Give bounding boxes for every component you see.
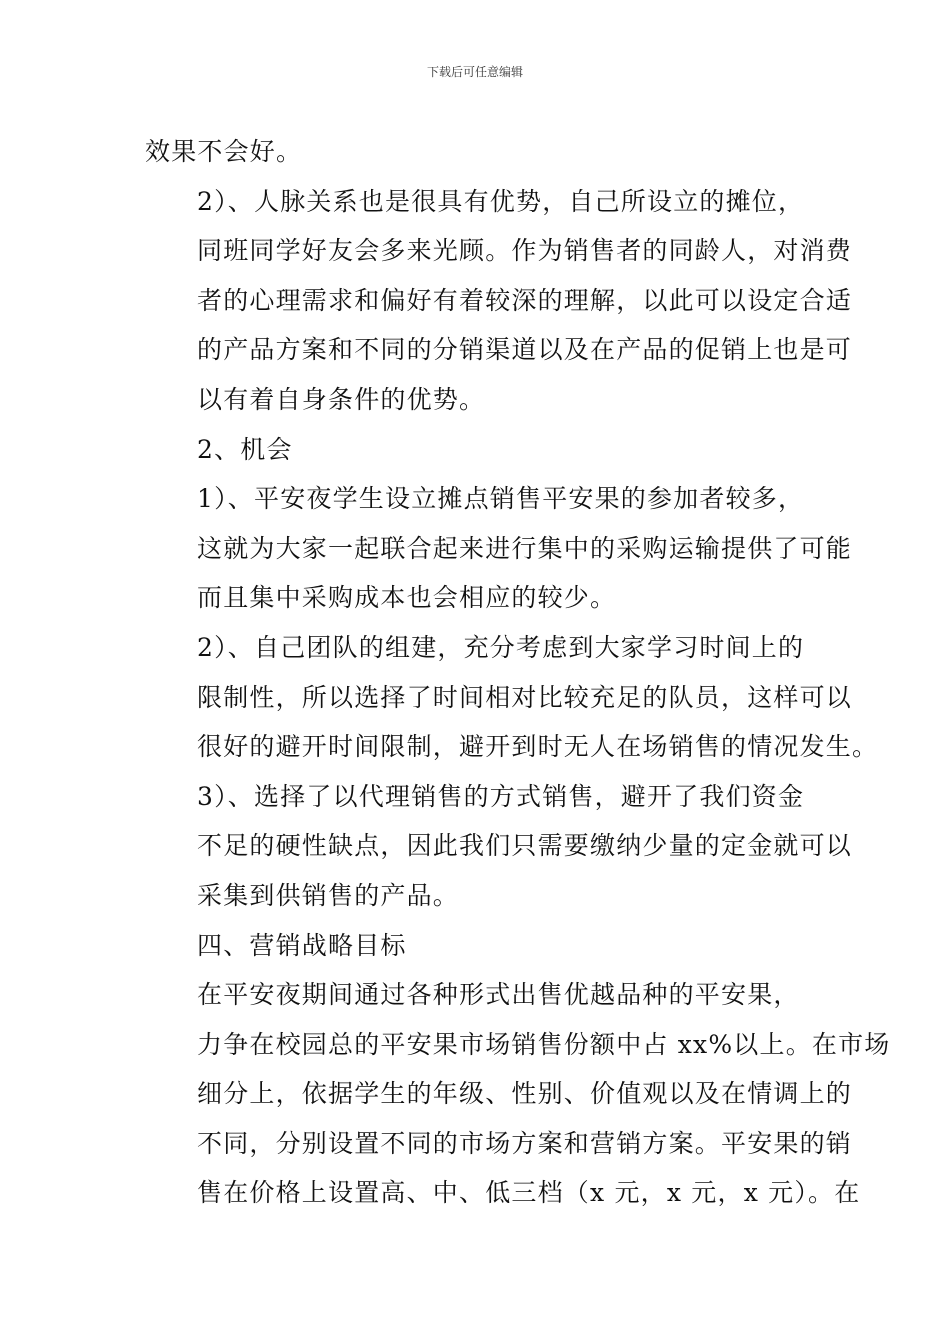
text-line: 力争在校园总的平安果市场销售份额中占 xx%以上。在市场 <box>197 1029 891 1059</box>
paragraph-opportunity-1 <box>145 474 853 623</box>
paragraph-opportunity-2 <box>145 623 879 772</box>
text-line: 细分上，依据学生的年级、性别、价值观以及在情调上的 <box>197 1079 853 1109</box>
text-line: 1）、平安夜学生设立摊点销售平安果的参加者较多， <box>197 484 805 514</box>
paragraph-marketing-goals <box>145 970 891 1218</box>
text-line: 采集到供销售的产品。 <box>197 880 460 910</box>
text-line: 限制性，所以选择了时间相对比较充足的队员，这样可以 <box>197 682 853 712</box>
paragraph-network-advantage <box>145 177 853 425</box>
heading-text: 四、营销战略目标 <box>197 930 407 960</box>
text-line: 效果不会好。 <box>145 137 303 166</box>
document-body <box>145 127 891 1218</box>
header-text: 下载后可任意编辑 <box>426 65 523 79</box>
text-line: 在平安夜期间通过各种形式出售优越品种的平安果， <box>197 980 800 1010</box>
section-heading-marketing-goals <box>145 921 810 971</box>
text-line: 2）、自己团队的组建，充分考虑到大家学习时间上的 <box>197 632 805 662</box>
text-line: 不同，分别设置不同的市场方案和营销方案。平安果的销 <box>197 1128 853 1158</box>
text-line: 这就为大家一起联合起来进行集中的采购运输提供了可能 <box>197 533 853 563</box>
page-header <box>0 64 950 80</box>
text-line: 以有着自身条件的优势。 <box>197 384 486 414</box>
text-line: 很好的避开时间限制，避开到时无人在场销售的情况发生。 <box>197 732 879 762</box>
text-line: 不足的硬性缺点，因此我们只需要缴纳少量的定金就可以 <box>197 831 853 861</box>
paragraph-continuation <box>145 127 810 177</box>
text-line: 3）、选择了以代理销售的方式销售，避开了我们资金 <box>197 781 805 811</box>
text-line: 而且集中采购成本也会相应的较少。 <box>197 583 617 613</box>
paragraph-opportunity-3 <box>145 772 853 921</box>
text-line: 售在价格上设置高、中、低三档（x 元，x 元，x 元）。在 <box>197 1178 861 1208</box>
text-line: 2）、人脉关系也是很具有优势，自己所设立的摊位， <box>197 186 805 216</box>
text-line: 的产品方案和不同的分销渠道以及在产品的促销上也是可 <box>197 335 853 365</box>
text-line: 者的心理需求和偏好有着较深的理解，以此可以设定合适 <box>197 285 853 315</box>
heading-text: 2、机会 <box>197 434 293 464</box>
section-heading-opportunity <box>145 425 810 475</box>
text-line: 同班同学好友会多来光顾。作为销售者的同龄人，对消费 <box>197 236 853 266</box>
